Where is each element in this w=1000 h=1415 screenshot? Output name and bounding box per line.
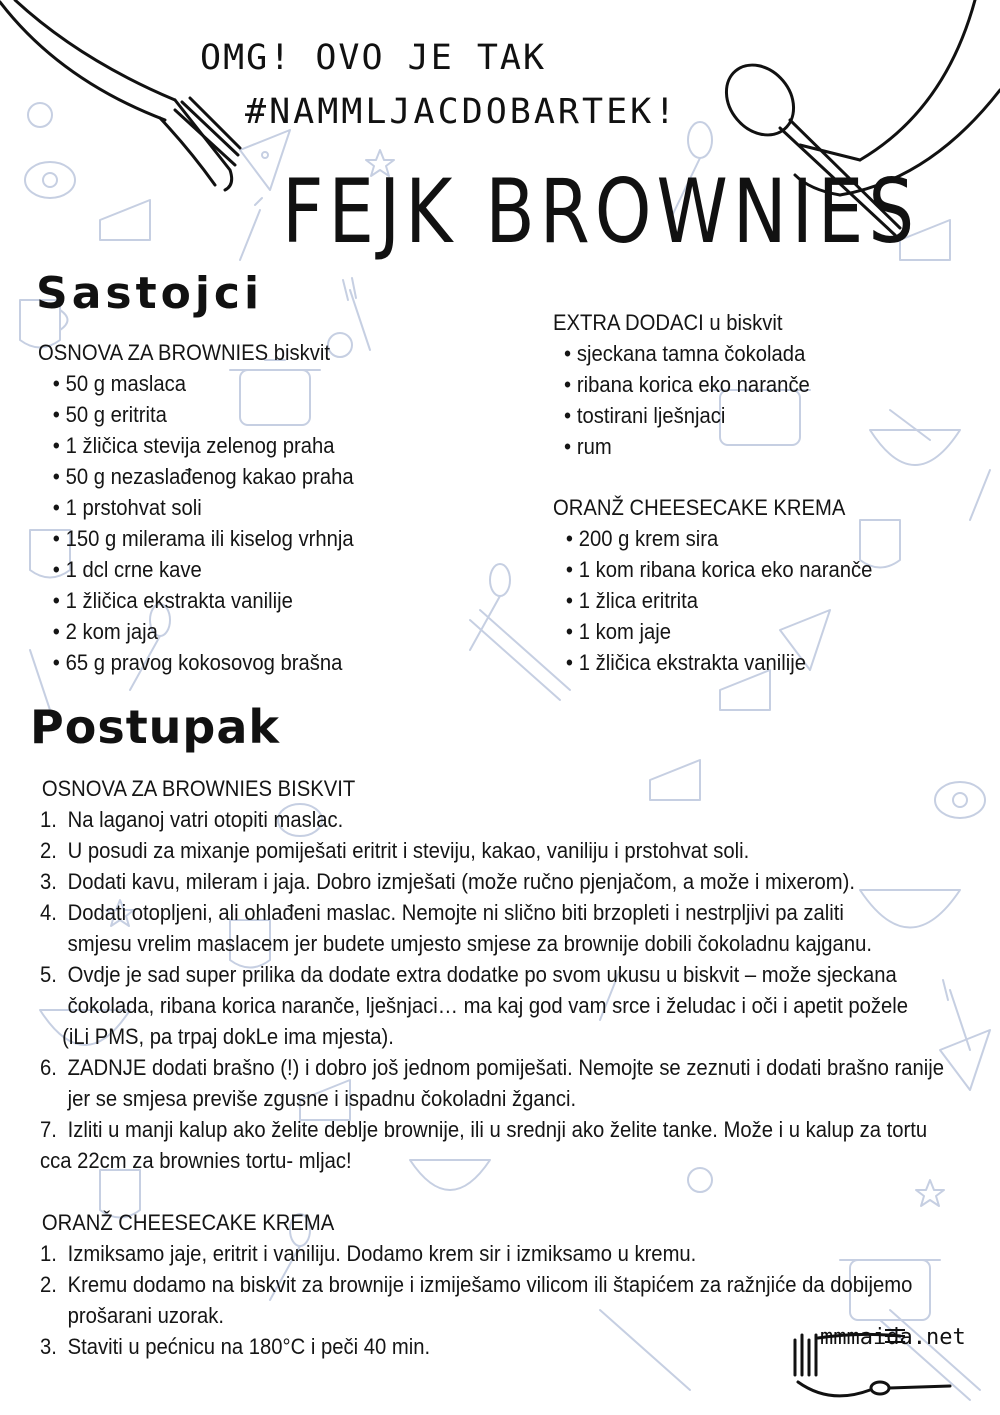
step-number: 3.	[40, 1334, 57, 1359]
extras-title: EXTRA DODACI u biskvit	[553, 310, 783, 335]
step-text: Ovdje je sad super prilika da dodate extra dodatke po svom ukusu u biskvit – može sjeckana	[67, 962, 897, 987]
base-method-block	[40, 773, 944, 1176]
step-text: Izmiksamo jaje, eritrit i vaniliju. Dodamo krem sir i izmiksamo u kremu.	[67, 1241, 697, 1266]
step-text: Na laganoj vatri otopiti maslac.	[67, 807, 344, 832]
list-item: • 1 žlica eritrita	[566, 585, 873, 616]
list-item: • rum	[564, 431, 810, 462]
step-text: Dodati otopljeni, ali ohlađeni maslac. Nemojte ni slično biti brzopleti i nestrpljivi pa zaliti	[67, 900, 844, 925]
cheesecake-ingredients-list	[566, 523, 873, 678]
base-ingredients-title: OSNOVA ZA BROWNIES biskvit	[38, 340, 331, 365]
step-number: 5.	[40, 962, 57, 987]
list-item: • 65 g pravog kokosovog brašna	[53, 647, 354, 678]
list-item: • sjeckana tamna čokolada	[564, 338, 810, 369]
step-text: ZADNJE dodati brašno (!) i dobro još jednom pomiješati. Nemojte se zeznuti i dodati brašno ranije	[67, 1055, 944, 1080]
list-item: • 1 dcl crne kave	[53, 554, 354, 585]
extras-block	[553, 307, 810, 462]
step-number: 1.	[40, 807, 57, 832]
cheesecake-ingredients-block	[553, 492, 872, 678]
list-item: • 1 kom ribana korica eko naranče	[566, 554, 873, 585]
list-item: • tostirani lješnjaci	[564, 400, 810, 431]
cheesecake-method-block	[40, 1207, 912, 1362]
list-item: • 1 prstohvat soli	[53, 492, 354, 523]
step-item	[40, 1269, 912, 1331]
cheesecake-method-title: ORANŽ CHEESECAKE KREMA	[41, 1210, 335, 1235]
step-text: jer se smjesa previše zgusne i ispadnu čokoladni žganci.	[67, 1086, 577, 1111]
step-item	[40, 1052, 944, 1114]
step-text: Izliti u manji kalup ako želite deblje brownije, ili u srednji ako želite tanke. Može i u kalup za tortu	[67, 1117, 928, 1142]
list-item: • 150 g milerama ili kiselog vrhnja	[53, 523, 354, 554]
step-number: 4.	[40, 900, 57, 925]
list-item: • 50 g nezaslađenog kakao praha	[53, 461, 354, 492]
list-item: • 1 žličica ekstrakta vanilije	[566, 647, 873, 678]
step-item	[40, 897, 944, 959]
step-text: Kremu dodamo na biskvit za brownije i izmiješamo vilicom ili štapićem za ražnjiće da dobijemo	[67, 1272, 913, 1297]
step-number: 1.	[40, 1241, 57, 1266]
method-heading: Postupak	[30, 700, 280, 754]
list-item: • 1 žličica stevija zelenog praha	[53, 430, 354, 461]
tagline-line-2: #NAMMLJACDOBARTEK!	[245, 92, 679, 132]
step-item	[40, 959, 944, 1052]
step-text: (iLi PMS, pa trpaj dokLe ima mjesta).	[62, 1024, 394, 1049]
list-item: • 1 kom jaje	[566, 616, 873, 647]
step-item	[40, 1238, 912, 1269]
list-item: • 1 žličica ekstrakta vanilije	[53, 585, 354, 616]
step-text: Dodati kavu, mileram i jaja. Dobro izmješati (može ručno pjenjačom, a može i mixerom).	[67, 869, 855, 894]
step-number: 2.	[40, 838, 57, 863]
list-item: • 50 g eritrita	[53, 399, 354, 430]
base-ingredients-block	[38, 337, 354, 678]
extras-list	[564, 338, 810, 462]
step-text: čokolada, ribana korica naranče, lješnjaci… ma kaj god vam srce i želudac i oči i apetit požele	[67, 993, 908, 1018]
step-item	[40, 1114, 944, 1176]
ingredients-heading: Sastojci	[36, 268, 264, 319]
step-item	[40, 835, 944, 866]
tagline-line-1: OMG! OVO JE TAK	[200, 38, 547, 78]
base-ingredients-list	[53, 368, 354, 678]
step-number: 3.	[40, 869, 57, 894]
step-text: U posudi za mixanje pomiješati eritrit i steviju, kakao, vaniliju i prstohvat soli.	[67, 838, 750, 863]
step-number: 2.	[40, 1272, 57, 1297]
base-method-title: OSNOVA ZA BROWNIES BISKVIT	[41, 776, 356, 801]
step-text: Staviti u pećnicu na 180°C i peči 40 min.	[67, 1334, 431, 1359]
step-number: 7.	[40, 1117, 57, 1142]
step-number: 6.	[40, 1055, 57, 1080]
list-item: • 50 g maslaca	[53, 368, 354, 399]
step-text: prošarani uzorak.	[67, 1303, 224, 1328]
step-item	[40, 804, 944, 835]
step-item	[40, 1331, 912, 1362]
step-text: smjesu vrelim maslacem jer budete umjesto smjese za brownije dobili čokoladnu kajganu.	[67, 931, 872, 956]
step-item	[40, 866, 944, 897]
step-text: cca 22cm za brownies tortu- mljac!	[40, 1148, 352, 1173]
list-item: • 2 kom jaja	[53, 616, 354, 647]
recipe-title: FEJK BROWNIES	[282, 160, 920, 263]
cheesecake-ingredients-title: ORANŽ CHEESECAKE KREMA	[553, 495, 846, 520]
list-item: • ribana korica eko naranče	[564, 369, 810, 400]
brand-logo-text: mmmaida.net	[820, 1325, 966, 1350]
list-item: • 200 g krem sira	[566, 523, 873, 554]
